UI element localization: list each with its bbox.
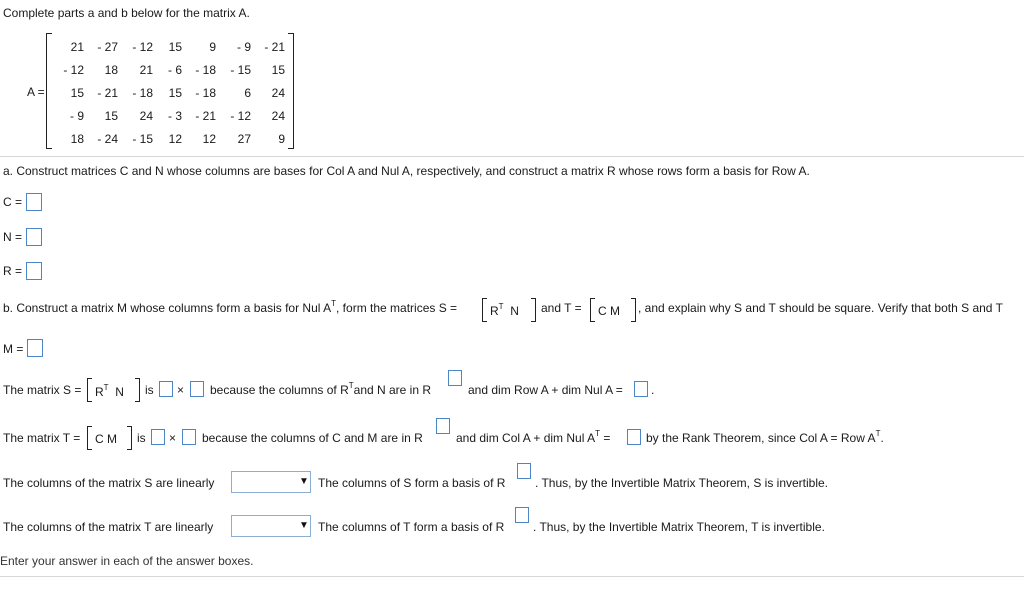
matrix-cell: - 21 bbox=[97, 86, 118, 100]
s-dim-sum-box[interactable] bbox=[634, 381, 648, 397]
t-end-period: . bbox=[880, 431, 884, 445]
s-line-is: is bbox=[145, 383, 154, 397]
t-tail bbox=[456, 431, 610, 445]
r-answer-box[interactable] bbox=[26, 262, 42, 280]
divider bbox=[0, 156, 1024, 157]
t-end-sup: T bbox=[875, 429, 881, 438]
t-end-1: by the Rank Theorem, since Col A = Row A bbox=[646, 431, 876, 445]
s-because-1: because the columns of R bbox=[210, 383, 349, 397]
t-dim-r-box[interactable] bbox=[436, 418, 450, 434]
matrix-cell: 12 bbox=[168, 132, 182, 146]
matrix-cell: 9 bbox=[278, 132, 285, 146]
matrix-cell: - 15 bbox=[132, 132, 153, 146]
t-lin-mid: The columns of T form a basis of R bbox=[318, 520, 505, 534]
s-matrix-r: R bbox=[490, 304, 499, 318]
dropdown-arrow-icon: ▼ bbox=[299, 520, 309, 531]
sup-t: T bbox=[331, 299, 337, 308]
t-lin-tail: . Thus, by the Invertible Matrix Theorem, T is invertible. bbox=[533, 520, 825, 534]
t-end bbox=[646, 431, 884, 445]
matrix-cell: 18 bbox=[70, 132, 84, 146]
matrix-cell: 21 bbox=[139, 63, 153, 77]
s-lin-tail: . Thus, by the Invertible Matrix Theorem, S is invertible. bbox=[535, 476, 829, 490]
matrix-cell: - 21 bbox=[195, 109, 216, 123]
s-bracket-left bbox=[482, 298, 487, 322]
s-lin-mid: The columns of S form a basis of R bbox=[318, 476, 506, 490]
part-b-text-2: , form the matrices S = bbox=[336, 301, 458, 315]
matrix-cell: - 18 bbox=[195, 86, 216, 100]
s-line-matrix bbox=[95, 385, 124, 399]
n-answer-box[interactable] bbox=[26, 228, 42, 246]
s-line-r: R bbox=[95, 385, 104, 399]
matrix-cell: - 18 bbox=[195, 63, 216, 77]
s-line-sup: T bbox=[103, 383, 109, 392]
s-lin-lead: The columns of the matrix S are linearly bbox=[3, 476, 215, 490]
matrix-cell: - 21 bbox=[264, 40, 285, 54]
matrix-cell: 15 bbox=[70, 86, 84, 100]
matrix-cell: 24 bbox=[271, 86, 285, 100]
matrix-left-bracket bbox=[46, 33, 52, 149]
s-matrix-n: N bbox=[510, 304, 519, 318]
part-b-text-3: and T = bbox=[541, 301, 582, 315]
m-answer-box[interactable] bbox=[27, 339, 43, 357]
s-line-lead: The matrix S = bbox=[3, 383, 82, 397]
t-line-matrix: C M bbox=[95, 432, 117, 446]
matrix-cell: 6 bbox=[244, 86, 251, 100]
matrix-cell: 12 bbox=[202, 132, 216, 146]
t-line-lead: The matrix T = bbox=[3, 431, 81, 445]
t-lin-r-box[interactable] bbox=[515, 507, 529, 523]
matrix-cell: - 9 bbox=[69, 109, 84, 123]
matrix-cell: 15 bbox=[104, 109, 118, 123]
t-bracket-left bbox=[590, 298, 595, 322]
s-because-2: and N are in R bbox=[353, 383, 432, 397]
matrix-cell: 24 bbox=[271, 109, 285, 123]
intro-text: Complete parts a and b below for the matrix A. bbox=[3, 6, 250, 20]
t-tail-1: and dim Col A + dim Nul A bbox=[456, 431, 596, 445]
part-a-prompt: a. Construct matrices C and N whose columns are bases for Col A and Nul A, respectively, and construct a matrix R whose rows form a basis for Row A. bbox=[3, 164, 810, 178]
t-rows-box[interactable] bbox=[151, 429, 165, 445]
s-cols-box[interactable] bbox=[190, 381, 204, 397]
matrix-cell: 9 bbox=[209, 40, 216, 54]
r-label: R = bbox=[3, 264, 23, 278]
matrix-cell: 18 bbox=[104, 63, 118, 77]
matrix-cell: 15 bbox=[271, 63, 285, 77]
t-line-is: is bbox=[137, 431, 146, 445]
matrix-cell: 15 bbox=[168, 86, 182, 100]
t-bracket-right bbox=[631, 298, 636, 322]
matrix-cell: - 27 bbox=[97, 40, 118, 54]
part-b-text-1: b. Construct a matrix M whose columns form a basis for Nul A bbox=[3, 301, 332, 315]
matrix-cell: - 18 bbox=[132, 86, 153, 100]
s-dim-r-box[interactable] bbox=[448, 370, 462, 386]
matrix-cell: - 12 bbox=[132, 40, 153, 54]
s-lin-r-box[interactable] bbox=[517, 463, 531, 479]
s-sup-t: T bbox=[498, 302, 504, 311]
matrix-cell: - 15 bbox=[230, 63, 251, 77]
part-b-text-4: , and explain why S and T should be square. Verify that both S and T bbox=[638, 301, 1003, 315]
s-bracket-right bbox=[531, 298, 536, 322]
part-b-prompt bbox=[3, 301, 457, 315]
s-times: × bbox=[177, 383, 185, 397]
t-dim-sum-box[interactable] bbox=[627, 429, 641, 445]
c-label: C = bbox=[3, 195, 23, 209]
s-period: . bbox=[651, 383, 655, 397]
s-because bbox=[210, 383, 431, 397]
matrix-cell: - 3 bbox=[167, 109, 182, 123]
s-tail: and dim Row A + dim Nul A = bbox=[468, 383, 623, 397]
t-line-bracket-left bbox=[87, 426, 92, 450]
s-rows-box[interactable] bbox=[159, 381, 173, 397]
t-tail-eq: = bbox=[603, 431, 611, 445]
t-tail-sup: T bbox=[595, 429, 600, 438]
matrix-cell: 15 bbox=[168, 40, 182, 54]
matrix-cell: 21 bbox=[70, 40, 84, 54]
t-because: because the columns of C and M are in R bbox=[202, 431, 423, 445]
t-times: × bbox=[169, 431, 177, 445]
matrix-cell: - 12 bbox=[230, 109, 251, 123]
matrix-a-label: A = bbox=[27, 85, 45, 99]
m-label: M = bbox=[3, 342, 24, 356]
t-lin-lead: The columns of the matrix T are linearly bbox=[3, 520, 214, 534]
matrix-cell: - 9 bbox=[236, 40, 251, 54]
matrix-cell: 27 bbox=[237, 132, 251, 146]
matrix-right-bracket bbox=[288, 33, 294, 149]
s-lin-dropdown[interactable] bbox=[231, 471, 311, 493]
dropdown-arrow-icon: ▼ bbox=[299, 476, 309, 487]
t-lin-dropdown[interactable] bbox=[231, 515, 311, 537]
t-cols-box[interactable] bbox=[182, 429, 196, 445]
footer-instruction: Enter your answer in each of the answer boxes. bbox=[0, 554, 254, 568]
footer-divider bbox=[0, 576, 1024, 577]
s-because-sup: T bbox=[348, 381, 354, 390]
matrix-cell: 24 bbox=[139, 109, 153, 123]
matrix-cell: - 12 bbox=[63, 63, 84, 77]
s-matrix bbox=[490, 304, 519, 318]
t-matrix: C M bbox=[598, 304, 620, 318]
matrix-cell: - 6 bbox=[167, 63, 182, 77]
n-label: N = bbox=[3, 230, 23, 244]
c-answer-box[interactable] bbox=[26, 193, 42, 211]
t-line-bracket-right bbox=[127, 426, 132, 450]
s-line-n: N bbox=[115, 385, 124, 399]
s-line-bracket-right bbox=[135, 378, 140, 402]
matrix-cell: - 24 bbox=[97, 132, 118, 146]
s-line-bracket-left bbox=[87, 378, 92, 402]
